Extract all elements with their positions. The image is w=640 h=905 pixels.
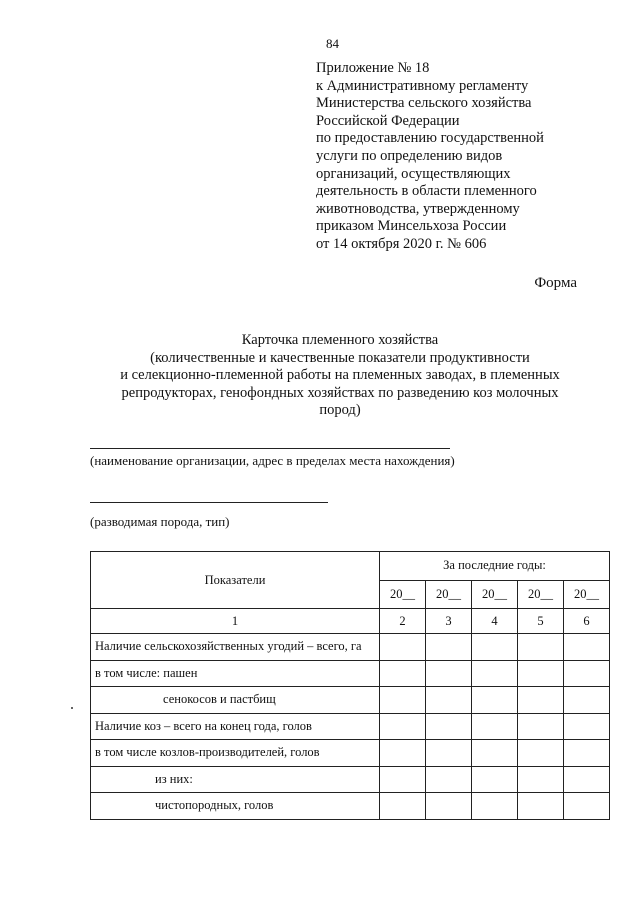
indicator-header: Показатели: [91, 552, 380, 609]
value-cell[interactable]: [426, 713, 472, 740]
table-row: [91, 740, 610, 767]
appendix-line: услуги по определению видов: [316, 147, 503, 164]
value-cell[interactable]: [426, 687, 472, 714]
appendix-line: к Административному регламенту: [316, 77, 529, 94]
value-cell[interactable]: [472, 740, 518, 767]
breed-fill-line[interactable]: [90, 502, 328, 503]
value-cell[interactable]: [564, 660, 610, 687]
appendix-line: по предоставлению государственной: [316, 130, 544, 147]
table-row: [91, 766, 610, 793]
value-cell[interactable]: [564, 793, 610, 820]
years-header: За последние годы:: [380, 552, 610, 581]
organization-caption: (наименование организации, адрес в пределах места нахождения): [90, 453, 455, 468]
year-header[interactable]: 20__: [518, 580, 564, 609]
value-cell[interactable]: [518, 740, 564, 767]
indicator-label: Наличие коз – всего на конец года, голов: [91, 713, 380, 740]
appendix-line: от 14 октября 2020 г. № 606: [316, 235, 487, 252]
value-cell[interactable]: [426, 766, 472, 793]
value-cell[interactable]: [472, 766, 518, 793]
value-cell[interactable]: [426, 793, 472, 820]
year-header[interactable]: 20__: [564, 580, 610, 609]
indicators-table-body: [91, 634, 610, 820]
column-number: 2: [380, 609, 426, 634]
breed-caption: (разводимая порода, тип): [90, 514, 230, 529]
appendix-line: организаций, осуществляющих: [316, 165, 511, 182]
appendix-reference: [316, 60, 616, 254]
indicator-label: чистопородных, голов: [91, 793, 380, 820]
form-label: Форма: [534, 275, 577, 291]
appendix-line: приказом Минсельхоза России: [316, 218, 507, 235]
card-title-line: пород): [319, 402, 361, 418]
indicator-label: Наличие сельскохозяйственных угодий – всего, га: [91, 634, 380, 661]
value-cell[interactable]: [518, 687, 564, 714]
value-cell[interactable]: [564, 766, 610, 793]
appendix-line: деятельность в области племенного: [316, 183, 537, 200]
appendix-line: Российской Федерации: [316, 112, 460, 129]
value-cell[interactable]: [518, 793, 564, 820]
appendix-line: животноводства, утвержденному: [316, 200, 520, 217]
value-cell[interactable]: [518, 660, 564, 687]
table-row: [91, 634, 610, 661]
value-cell[interactable]: [426, 660, 472, 687]
column-number: 5: [518, 609, 564, 634]
value-cell[interactable]: [472, 660, 518, 687]
value-cell[interactable]: [472, 687, 518, 714]
table-row: [91, 687, 610, 714]
scan-speck: [71, 707, 73, 709]
value-cell[interactable]: [472, 713, 518, 740]
year-header[interactable]: 20__: [472, 580, 518, 609]
value-cell[interactable]: [380, 740, 426, 767]
value-cell[interactable]: [380, 766, 426, 793]
value-cell[interactable]: [518, 766, 564, 793]
organization-fill-line[interactable]: [90, 448, 450, 449]
year-header[interactable]: 20__: [380, 580, 426, 609]
column-number: 1: [91, 609, 380, 634]
indicator-label: в том числе козлов-производителей, голов: [91, 740, 380, 767]
card-title-line: репродукторах, генофондных хозяйствах по разведению коз молочных: [121, 384, 559, 401]
value-cell[interactable]: [472, 793, 518, 820]
column-number: 3: [426, 609, 472, 634]
value-cell[interactable]: [380, 713, 426, 740]
value-cell[interactable]: [564, 740, 610, 767]
indicator-label: в том числе: пашен: [91, 660, 380, 687]
value-cell[interactable]: [380, 793, 426, 820]
table-row: [91, 660, 610, 687]
value-cell[interactable]: [472, 634, 518, 661]
value-cell[interactable]: [564, 634, 610, 661]
card-title: [90, 332, 590, 420]
indicator-label: сенокосов и пастбищ: [91, 687, 380, 714]
value-cell[interactable]: [564, 713, 610, 740]
value-cell[interactable]: [564, 687, 610, 714]
value-cell[interactable]: [380, 634, 426, 661]
value-cell[interactable]: [518, 634, 564, 661]
appendix-line: Приложение № 18: [316, 60, 430, 76]
indicators-table: [90, 551, 610, 820]
value-cell[interactable]: [380, 687, 426, 714]
card-title-line: и селекционно-племенной работы на племенных заводах, в племенных: [120, 367, 560, 383]
table-row: [91, 713, 610, 740]
column-number: 4: [472, 609, 518, 634]
value-cell[interactable]: [380, 660, 426, 687]
value-cell[interactable]: [518, 713, 564, 740]
value-cell[interactable]: [426, 740, 472, 767]
year-header[interactable]: 20__: [426, 580, 472, 609]
card-title-line: (количественные и качественные показатели продуктивности: [150, 349, 530, 366]
table-row: [91, 793, 610, 820]
indicator-label: из них:: [91, 766, 380, 793]
column-number: 6: [564, 609, 610, 634]
value-cell[interactable]: [426, 634, 472, 661]
card-title-line: Карточка племенного хозяйства: [241, 332, 439, 348]
page-number: 84: [326, 36, 339, 51]
appendix-line: Министерства сельского хозяйства: [316, 95, 532, 112]
